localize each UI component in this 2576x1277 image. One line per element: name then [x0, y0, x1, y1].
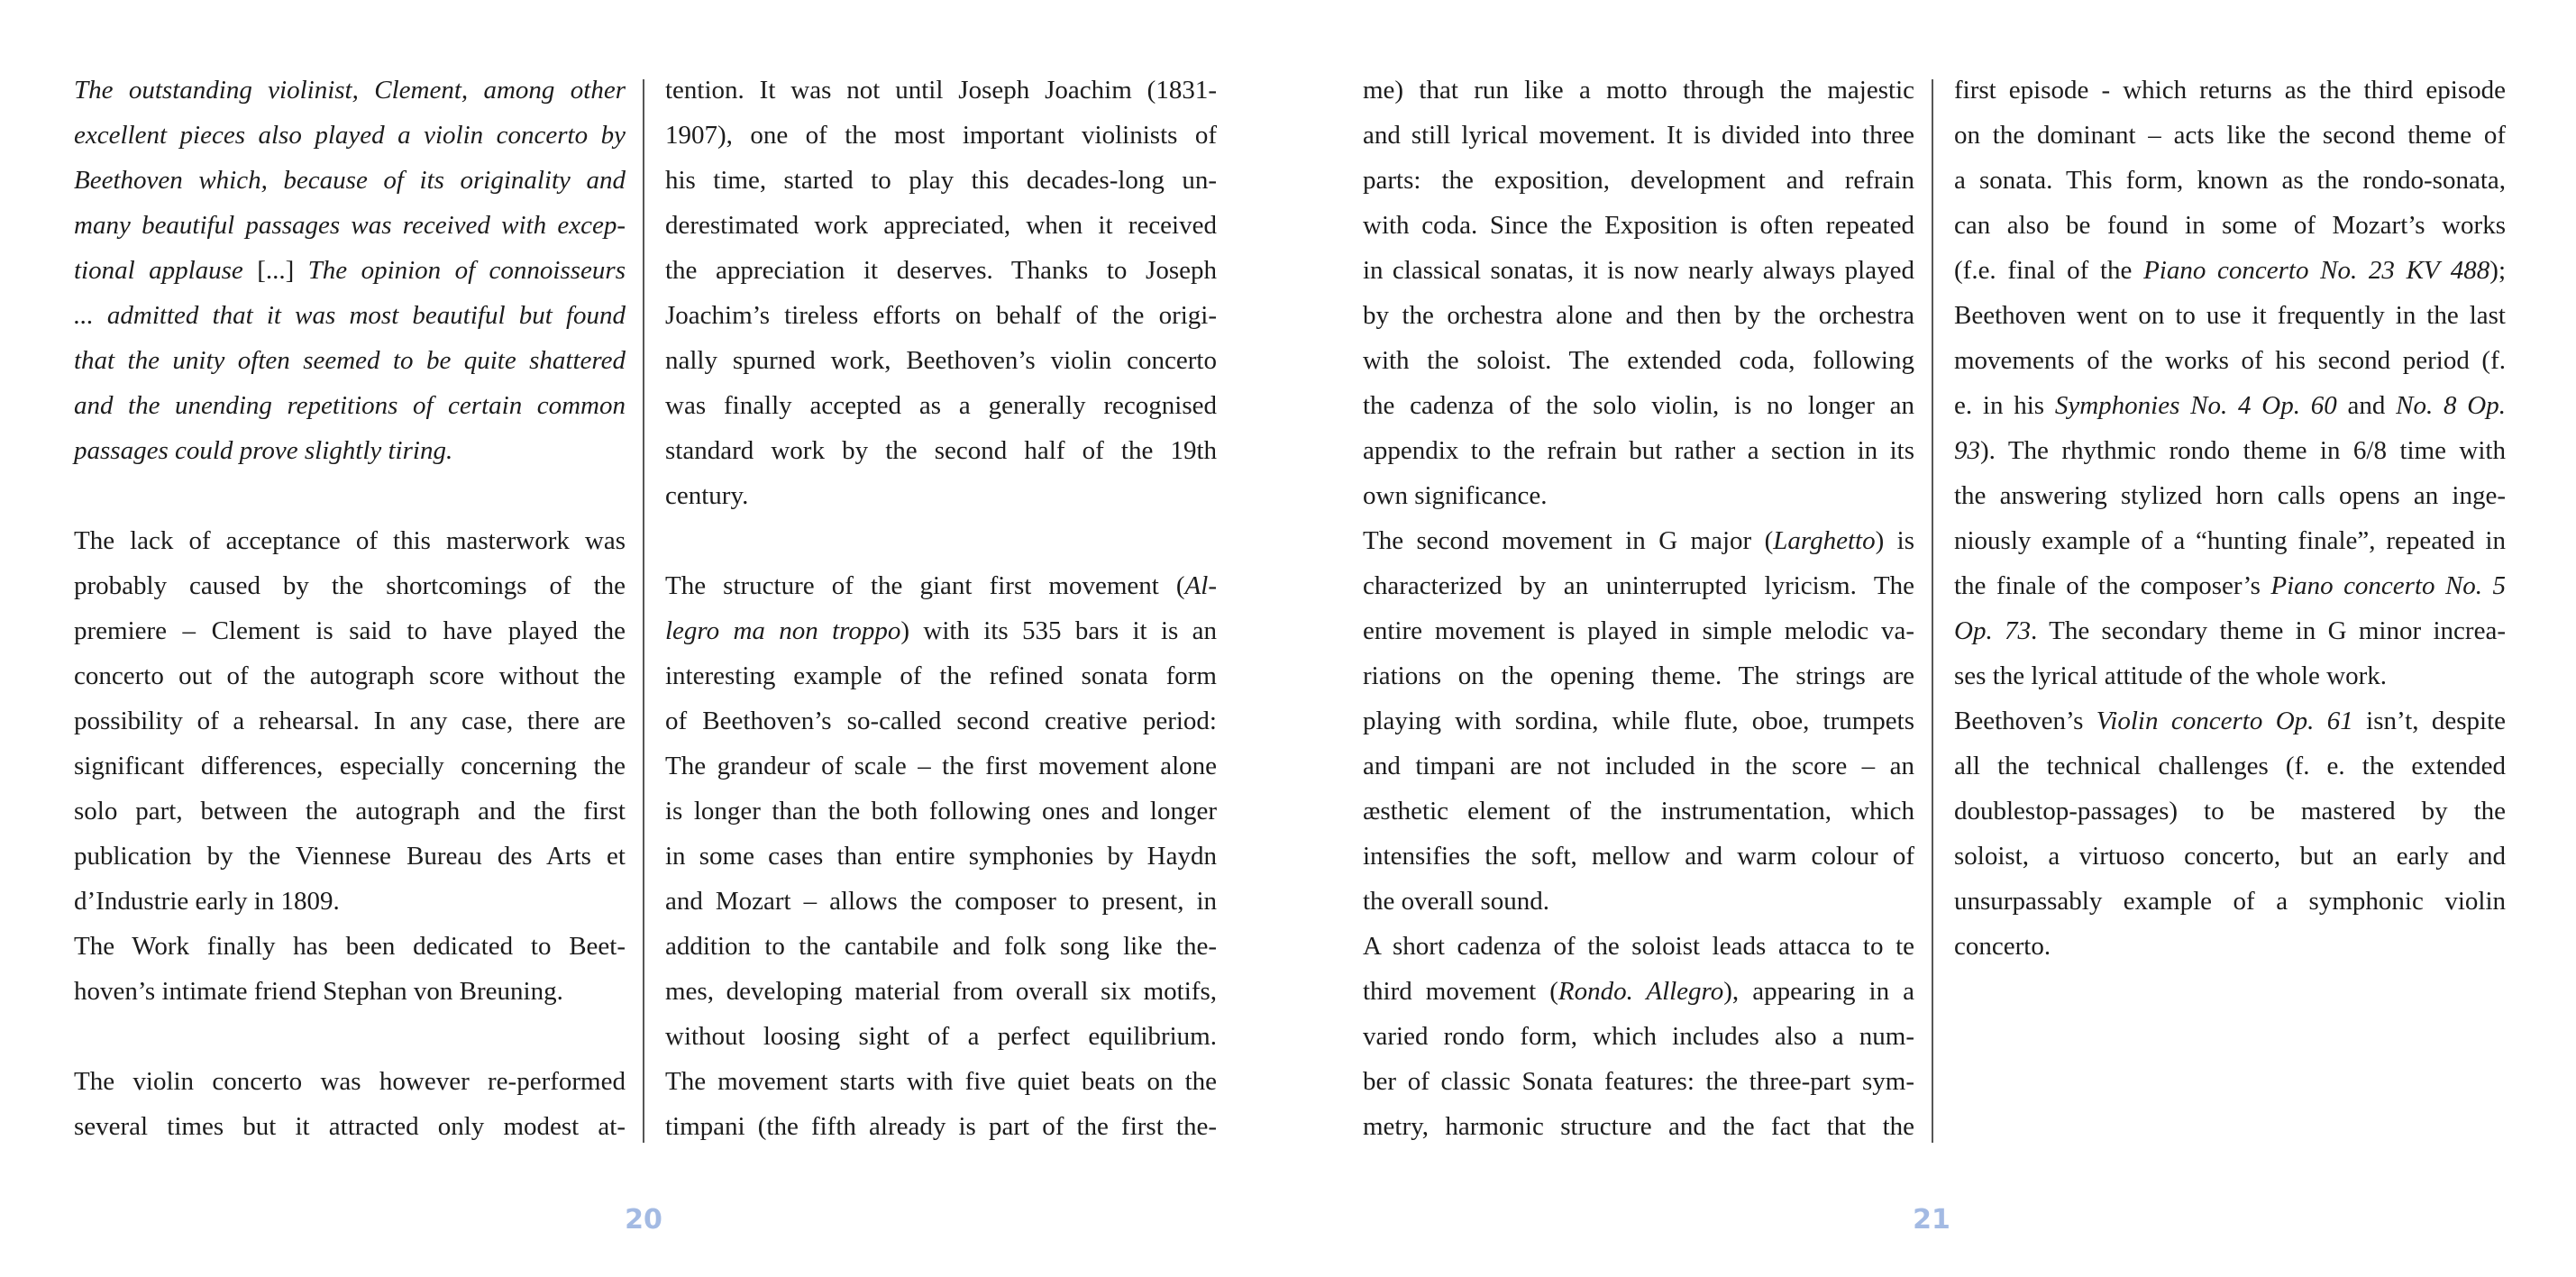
text: with coda. Since the Exposition is often repeated — [1363, 211, 1914, 240]
text-line — [1954, 743, 2506, 789]
text: (f.e. final of the — [1954, 256, 2144, 285]
text: metry, harmonic structure and the fact that the — [1363, 1112, 1914, 1141]
text: and timpani are not included in the score – an — [1363, 752, 1914, 780]
text-line — [665, 789, 1217, 834]
paragraph-gap — [74, 473, 626, 518]
text: solo part, between the autograph and the first — [74, 797, 626, 825]
text-line — [1954, 203, 2506, 248]
text-line — [1954, 158, 2506, 203]
text: premiere – Clement is said to have played the — [74, 616, 626, 645]
text-line — [1363, 68, 1914, 113]
text: Beethoven’s — [1954, 707, 2096, 735]
text-line — [665, 563, 1217, 608]
text: third movement ( — [1363, 977, 1558, 1006]
text-line — [74, 113, 626, 158]
italic-text: Violin concerto Op. 61 — [2096, 707, 2353, 735]
page-20-column-2 — [665, 68, 1217, 1149]
text: concerto out of the autograph score without the — [74, 661, 626, 690]
text-line — [1363, 563, 1914, 608]
text: movements of the works of his second period (f. — [1954, 346, 2506, 375]
italic-text: many beautiful passages was received with excep- — [74, 211, 626, 240]
text: me) that run like a motto through the majestic — [1363, 76, 1914, 105]
text-line — [74, 698, 626, 743]
text-line — [1954, 789, 2506, 834]
italic-text: passages could prove slightly tiring. — [74, 436, 453, 465]
page-number: 21 — [1913, 1204, 1950, 1236]
text: parts: the exposition, development and refrain — [1363, 166, 1914, 195]
text-line — [665, 879, 1217, 924]
column-divider — [1932, 79, 1933, 1143]
text-line — [74, 293, 626, 338]
paragraph-gap — [74, 1014, 626, 1059]
text-line — [74, 879, 626, 924]
text: ); — [2489, 256, 2507, 285]
text-line — [1363, 203, 1914, 248]
text: derestimated work appreciated, when it received — [665, 211, 1217, 240]
text: by the orchestra alone and then by the orchestra — [1363, 301, 1914, 330]
text-line — [1363, 924, 1914, 969]
text: the cadenza of the solo violin, is no longer an — [1363, 391, 1914, 420]
italic-text: that the unity often seemed to be quite shattered — [74, 346, 626, 375]
text-line — [1363, 1014, 1914, 1059]
italic-text: legro ma non troppo — [665, 616, 901, 645]
text-line — [1363, 248, 1914, 293]
italic-text: Al- — [1184, 571, 1217, 600]
text: varied rondo form, which includes also a num- — [1363, 1022, 1914, 1051]
text-line — [1363, 653, 1914, 698]
text: ). The rhythmic rondo theme in 6/8 time with — [1980, 436, 2506, 465]
text-line — [74, 608, 626, 653]
italic-text: No. 8 Op. — [2396, 391, 2506, 420]
text: entire movement is played in simple melodic va- — [1363, 616, 1914, 645]
text: isn’t, despite — [2352, 707, 2506, 735]
text-line — [1954, 383, 2506, 428]
text: interesting example of the refined sonata form — [665, 661, 1217, 690]
text-line — [74, 518, 626, 563]
text-line — [74, 1104, 626, 1149]
text-line — [665, 428, 1217, 473]
text: The Work finally has been dedicated to Beet- — [74, 932, 626, 961]
text: appendix to the refrain but rather a section in its — [1363, 436, 1914, 465]
italic-text: ... admitted that it was most beautiful but found — [74, 301, 626, 330]
text-line — [665, 68, 1217, 113]
text-line — [1363, 608, 1914, 653]
text: the overall sound. — [1363, 887, 1549, 916]
text-line — [1363, 113, 1914, 158]
italic-text: Symphonies No. 4 Op. 60 — [2054, 391, 2337, 420]
text-line — [665, 338, 1217, 383]
text: unsurpassably example of a symphonic violin — [1954, 887, 2506, 916]
text: possibility of a rehearsal. In any case, there are — [74, 707, 626, 735]
text-line — [1363, 789, 1914, 834]
italic-text: 93 — [1954, 436, 1980, 465]
text-line — [665, 608, 1217, 653]
text: century. — [665, 481, 749, 510]
text: concerto. — [1954, 932, 2051, 961]
text: and Mozart – allows the composer to present, in — [665, 887, 1217, 916]
italic-text: Beethoven which, because of its originality and — [74, 166, 626, 195]
italic-text: Op. 73 — [1954, 616, 2032, 645]
text: niously example of a “hunting finale”, repeated in — [1954, 526, 2506, 555]
text-line — [1363, 428, 1914, 473]
text-line — [665, 1059, 1217, 1104]
text: the answering stylized horn calls opens an inge- — [1954, 481, 2506, 510]
text-line — [74, 924, 626, 969]
text: and still lyrical movement. It is divided into three — [1363, 121, 1914, 150]
text: . The secondary theme in G minor increa- — [2031, 616, 2506, 645]
text-line — [74, 158, 626, 203]
text: significant differences, especially concerning the — [74, 752, 626, 780]
text-line — [74, 653, 626, 698]
text-line — [665, 383, 1217, 428]
text-line — [1363, 879, 1914, 924]
text-line — [1954, 338, 2506, 383]
text-line — [1954, 608, 2506, 653]
text: doublestop-passages) to be mastered by the — [1954, 797, 2506, 825]
italic-text: The opinion of connoisseurs — [307, 256, 626, 285]
text: The lack of acceptance of this masterwork was — [74, 526, 626, 555]
italic-text: The outstanding violinist, Clement, among other — [74, 76, 626, 105]
text: own significance. — [1363, 481, 1548, 510]
text: The grandeur of scale – the first movement alone — [665, 752, 1217, 780]
text: with the soloist. The extended coda, following — [1363, 346, 1914, 375]
text: riations on the opening theme. The strings are — [1363, 661, 1914, 690]
text: in some cases than entire symphonies by Haydn — [665, 842, 1217, 871]
text: [...] — [257, 256, 308, 285]
text-line — [665, 743, 1217, 789]
text: The movement starts with five quiet beats on the — [665, 1067, 1217, 1096]
italic-text: Larghetto — [1773, 526, 1876, 555]
text: 1907), one of the most important violinists of — [665, 121, 1217, 150]
text-line — [665, 1104, 1217, 1149]
text: ) with its 535 bars it is an — [900, 616, 1217, 645]
text: probably caused by the shortcomings of the — [74, 571, 626, 600]
text-line — [1954, 248, 2506, 293]
text: can also be found in some of Mozart’s works — [1954, 211, 2506, 240]
text: hoven’s intimate friend Stephan von Breuning. — [74, 977, 563, 1006]
text: mes, developing material from overall six motifs, — [665, 977, 1217, 1006]
text: the finale of the composer’s — [1954, 571, 2271, 600]
text-line — [1954, 653, 2506, 698]
text: standard work by the second half of the 19th — [665, 436, 1217, 465]
text-line — [74, 383, 626, 428]
text: Joachim’s tireless efforts on behalf of the origi- — [665, 301, 1217, 330]
text-line — [74, 428, 626, 473]
text-line — [74, 203, 626, 248]
text: intensifies the soft, mellow and warm colour of — [1363, 842, 1914, 871]
page-21-column-2 — [1954, 68, 2506, 969]
page-number: 20 — [625, 1204, 662, 1236]
column-divider — [643, 79, 644, 1143]
text: The second movement in G major ( — [1363, 526, 1774, 555]
text: publication by the Viennese Bureau des Arts et — [74, 842, 626, 871]
text: d’Industrie early in 1809. — [74, 887, 340, 916]
text-line — [74, 834, 626, 879]
text-line — [1954, 68, 2506, 113]
text-line — [665, 293, 1217, 338]
text: in classical sonatas, it is now nearly always played — [1363, 256, 1914, 285]
text-line — [665, 834, 1217, 879]
text-line — [1363, 383, 1914, 428]
text-line — [1954, 563, 2506, 608]
text: a sonata. This form, known as the rondo-sonata, — [1954, 166, 2506, 195]
text-line — [1363, 1059, 1914, 1104]
text: the appreciation it deserves. Thanks to Joseph — [665, 256, 1217, 285]
text: characterized by an uninterrupted lyricism. The — [1363, 571, 1914, 600]
text: his time, started to play this decades-long un- — [665, 166, 1217, 195]
text: several times but it attracted only modest at- — [74, 1112, 626, 1141]
text: ), appearing in a — [1723, 977, 1914, 1006]
text-line — [665, 473, 1217, 518]
text-line — [1363, 1104, 1914, 1149]
text-line — [1363, 338, 1914, 383]
text-line — [1363, 698, 1914, 743]
text: first episode - which returns as the third episode — [1954, 76, 2506, 105]
text: is longer than the both following ones and longer — [665, 797, 1217, 825]
text: and — [2336, 391, 2397, 420]
text-line — [74, 68, 626, 113]
text-line — [1363, 518, 1914, 563]
text: nally spurned work, Beethoven’s violin concerto — [665, 346, 1217, 375]
text: A short cadenza of the soloist leads attacca to te — [1363, 932, 1914, 961]
text: was finally accepted as a generally recognised — [665, 391, 1217, 420]
text-line — [1363, 293, 1914, 338]
paragraph-gap — [665, 518, 1217, 563]
text-line — [665, 698, 1217, 743]
text: Beethoven went on to use it frequently in the last — [1954, 301, 2506, 330]
text-line — [665, 969, 1217, 1014]
text-line — [74, 969, 626, 1014]
text-line — [1954, 113, 2506, 158]
text: on the dominant – acts like the second theme of — [1954, 121, 2506, 150]
text: The structure of the giant first movement ( — [665, 571, 1185, 600]
text-line — [74, 338, 626, 383]
text: e. in his — [1954, 391, 2055, 420]
text-line — [74, 1059, 626, 1104]
text-line — [74, 248, 626, 293]
text-line — [1954, 473, 2506, 518]
text-line — [1954, 834, 2506, 879]
text: soloist, a virtuoso concerto, but an early and — [1954, 842, 2506, 871]
text-line — [74, 789, 626, 834]
text-line — [74, 563, 626, 608]
text-line — [665, 158, 1217, 203]
text: ber of classic Sonata features: the three-part sym- — [1363, 1067, 1914, 1096]
italic-text: Rondo. Allegro — [1557, 977, 1724, 1006]
page-20-column-1 — [74, 68, 626, 1149]
text-line — [665, 203, 1217, 248]
text-line — [1954, 698, 2506, 743]
text-line — [1954, 293, 2506, 338]
text-line — [1954, 428, 2506, 473]
text-line — [665, 1014, 1217, 1059]
text: timpani (the fifth already is part of the first the- — [665, 1112, 1217, 1141]
text: of Beethoven’s so-called second creative period: — [665, 707, 1217, 735]
text: all the technical challenges (f. e. the extended — [1954, 752, 2506, 780]
italic-text: excellent pieces also played a violin concerto by — [74, 121, 626, 150]
page-21-column-1 — [1363, 68, 1914, 1149]
text: ses the lyrical attitude of the whole work. — [1954, 661, 2387, 690]
text-line — [1363, 473, 1914, 518]
text-line — [1954, 518, 2506, 563]
text: The violin concerto was however re-performed — [74, 1067, 626, 1096]
text-line — [74, 743, 626, 789]
text-line — [665, 924, 1217, 969]
text-line — [665, 248, 1217, 293]
text-line — [665, 653, 1217, 698]
text-line — [1363, 969, 1914, 1014]
text-line — [1363, 743, 1914, 789]
text: playing with sordina, while flute, oboe, trumpets — [1363, 707, 1914, 735]
text: æsthetic element of the instrumentation, which — [1363, 797, 1914, 825]
italic-text: Piano concerto No. 5 — [2270, 571, 2506, 600]
text: tention. It was not until Joseph Joachim (1831- — [665, 76, 1217, 105]
italic-text: tional applause — [74, 256, 258, 285]
text-line — [1954, 879, 2506, 924]
text-line — [1954, 924, 2506, 969]
text-line — [1363, 158, 1914, 203]
text: addition to the cantabile and folk song like the- — [665, 932, 1217, 961]
italic-text: Piano concerto No. 23 KV 488 — [2143, 256, 2490, 285]
text-line — [1363, 834, 1914, 879]
italic-text: and the unending repetitions of certain common — [74, 391, 626, 420]
text: without loosing sight of a perfect equilibrium. — [665, 1022, 1217, 1051]
text-line — [665, 113, 1217, 158]
text: ) is — [1875, 526, 1914, 555]
